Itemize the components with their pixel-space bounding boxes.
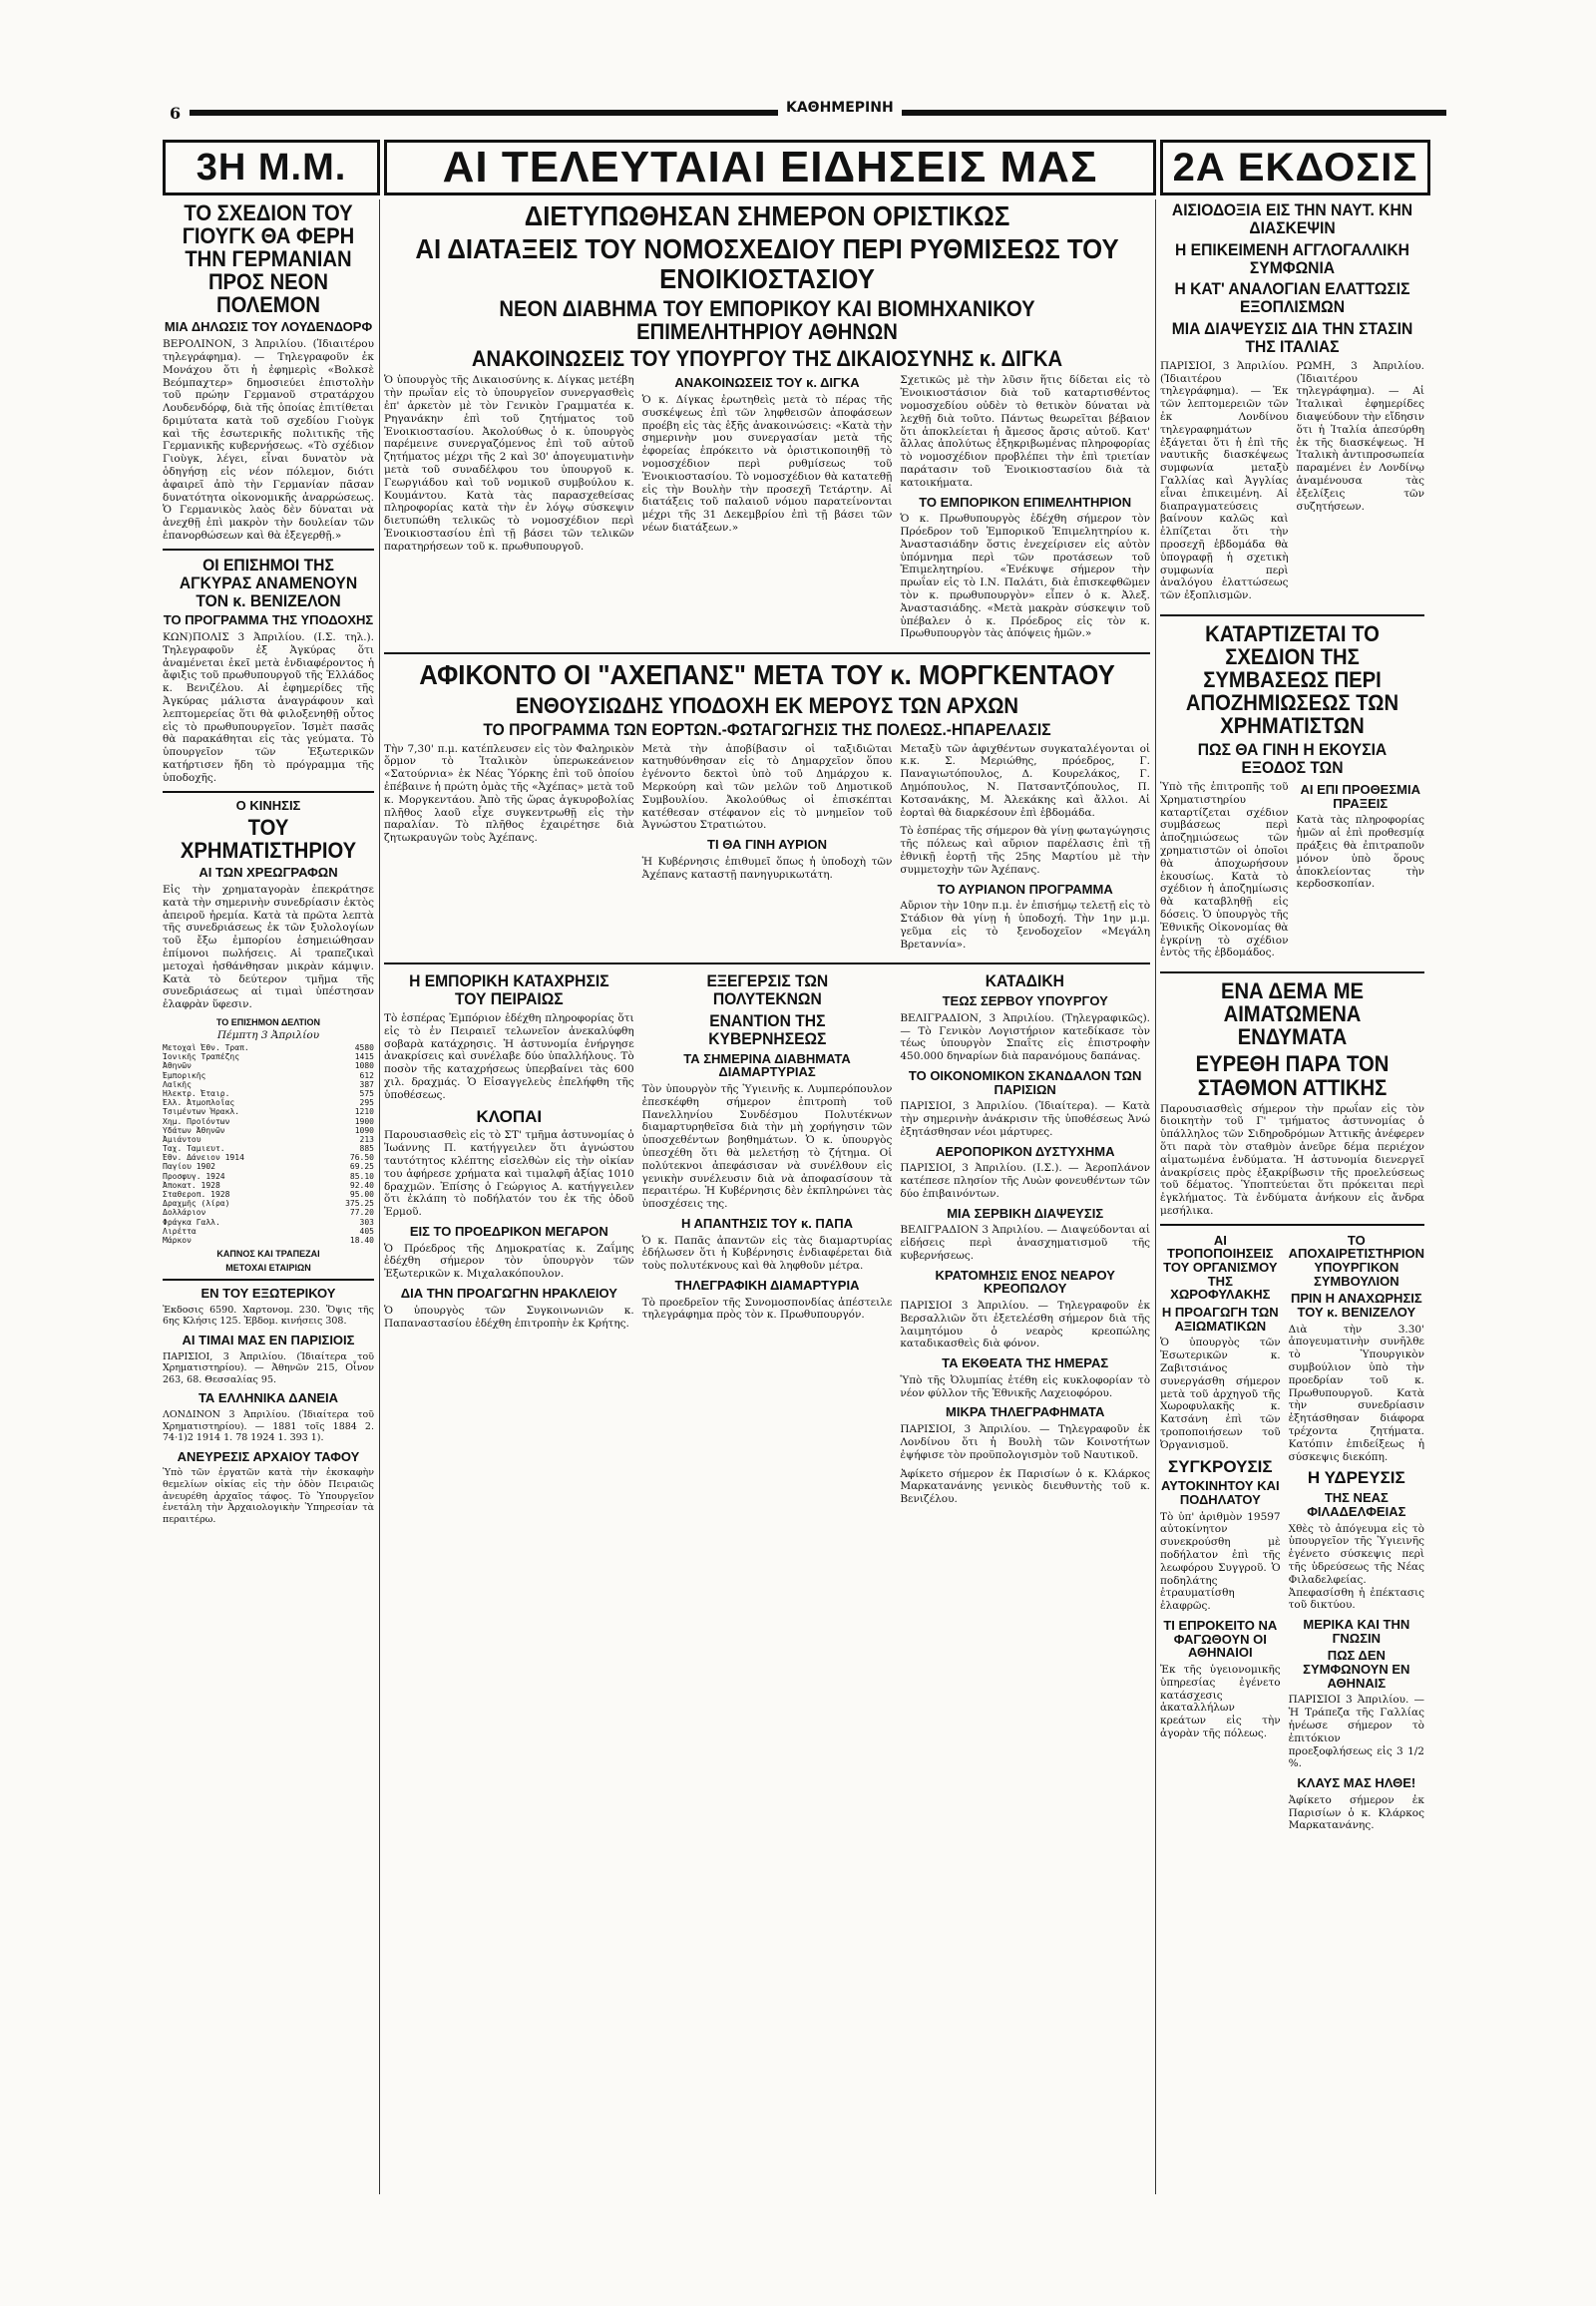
article-body: Τὸν ὑπουργὸν τῆς Ὑγιεινῆς κ. Λυμπερόπουλον ἐπεσκέφθη σήμερον ἐπιτροπὴ τοῦ Πανελληνίου Συνδέσμου Πολυτέκνων διαμαρτυρηθεῖσα διὰ τὴν μὴ χορήγησιν τῶν ὑποσχεθέντων βοηθημάτων. Ὁ κ. ὑπουργὸς ὑπεσχέθη ὅτι θὰ μελετήσῃ τὸ ζήτημα. Οἱ πολύτεκνοι ἀπεφάσισαν νὰ συνέλθουν εἰς γενικὴν συνέλευσιν διὰ νὰ ἀποφασίσουν τὰ περαιτέρω. Ἡ Κυβέρνησις δὲν ἐκπληρώνει τὰς ὑποσχέσεις της.	[641, 1083, 893, 1211]
stocks-subtitle: ΜΕΤΟΧΑΙ ΕΤΑΙΡΙΩΝ	[225, 1263, 311, 1274]
edition-header-right: 2Α ΕΚΔΟΣΙΣ	[1160, 140, 1430, 195]
article-subhead: ΑΙ ΤΩΝ ΧΡΕΩΓΡΑΦΩΝ	[199, 865, 338, 881]
stock-row	[163, 1199, 374, 1208]
article-body: ΠΑΡΙΣΙΟΙ, 3 Ἀπριλίου. (Ι.Σ.). — Ἀεροπλάνον κατέπεσε πλησίον τῆς Λυὼν φονευθέντων τῶν δύο ἐπιβαινόντων.	[900, 1162, 1150, 1200]
article-subhead: ΚΛΟΠΑΙ	[476, 1106, 543, 1126]
stock-name: Δραχμῆς (λίρα)	[163, 1199, 230, 1209]
stock-name: Χημ. Προϊόντων	[163, 1116, 230, 1126]
article-subhead: ΤΕΩΣ ΣΕΡΒΟΥ ΥΠΟΥΡΓΟΥ	[942, 993, 1108, 1009]
stock-row	[163, 1227, 374, 1236]
article-headline: ΜΙΑ ΔΙΑΨΕΥΣΙΣ ΔΙΑ ΤΗΝ ΣΤΑΣΙΝ ΤΗΣ ΙΤΑΛΙΑΣ	[1171, 319, 1413, 356]
article-body: ΠΑΡΙΣΙΟΙ 3 Ἀπριλίου. — Τηλεγραφοῦν ἐκ Βερσαλλιῶν ὅτι ἐξετελέσθη σήμερον διὰ τῆς λαιμητόμου ὁ νεαρὸς κρεοπώλης καταδικασθεὶς διὰ φόνον.	[900, 1300, 1150, 1350]
stock-price: 1210	[354, 1107, 374, 1117]
article-body: Διὰ τὴν 3.30' ἀπογευματινὴν συνῆλθε τὸ Ὑπουργικὸν συμβούλιον ὑπὸ τὴν προεδρίαν τοῦ κ. Πρωθυπουργοῦ. Κατὰ τὴν συνεδρίασιν ἐξητάσθησαν διάφορα τρέχοντα ζητήματα. Κατόπιν ἐπιδείξεως ἡ σύσκεψις διεκόπη.	[1288, 1323, 1424, 1463]
article-body: Αὔριον τὴν 10ην π.μ. ἐν ἐπισήμῳ τελετῇ εἰς τὸ Στάδιον θὰ γίνῃ ἡ ὑποδοχή. Τὴν 1ην μ.μ. γεῦμα εἰς τὸ ξενοδοχεῖον «Μεγάλη Βρεταννία».	[900, 900, 1150, 951]
stock-row	[163, 1052, 374, 1061]
article-subhead: ΠΡΙΝ Η ΑΝΑΧΩΡΗΣΙΣ ΤΟΥ κ. ΒΕΝΙΖΕΛΟΥ	[1290, 1291, 1422, 1321]
article-subhead: ΑΥΤΟΚΙΝΗΤΟΥ ΚΑΙ ΠΟΔΗΛΑΤΟΥ	[1161, 1478, 1280, 1507]
article-headline: ΤΙ ΕΠΡΟΚΕΙΤΟ ΝΑ ΦΑΓΩΘΟΥΝ ΟΙ ΑΘΗΝΑΙΟΙ	[1163, 1618, 1278, 1661]
stock-name: Ἑλλ. Ἀτμοπλοΐας	[163, 1098, 235, 1108]
article-body: ΒΕΛΙΓΡΑΔΙΟΝ, 3 Ἀπριλίου. (Τηλεγραφικῶς). — Τὸ Γενικὸν Λογιστήριον κατεδίκασε τὸν τέως ὑπουργὸν Σπαΐτς εἰς ἐπιστροφὴν 450.000 δηναρίων διὰ παρανόμους δαπάνας.	[900, 1011, 1150, 1063]
article-subhead: ΤΟ ΑΥΡΙΑΝΟΝ ΠΡΟΓΡΑΜΜΑ	[937, 881, 1113, 897]
article-body: Ὑπὸ τῆς Ὀλυμπίας ἐτέθη εἰς κυκλοφορίαν τὸ νέον φύλλον τῆς Ἐθνικῆς Λαχειοφόρου.	[900, 1373, 1150, 1399]
article-body: Μεταξὺ τῶν ἀφιχθέντων συγκαταλέγονται οἱ κ.κ. Σ. Μεριώθης, πρόεδρος, Γ. Παναγιωτόπουλος, Δ. Κουρελάκος, Γ. Δημόπουλος, Ν. Πατσαντζόπουλος, Π. Κοτσανάκης, Μ. Ἀλεκάκης καὶ ἄλλοι. Αἱ ἑορταὶ θὰ διαρκέσουν ἐπὶ ἑβδομάδα.	[900, 742, 1150, 819]
article-headline: Η ΕΠΙΚΕΙΜΕΝΗ ΑΓΓΛΟΓΑΛΛΙΚΗ ΣΥΜΦΩΝΙΑ	[1175, 239, 1409, 277]
stock-row	[163, 1218, 374, 1227]
stock-name: Ἀθηνῶν	[163, 1061, 192, 1071]
article-subhead: ΜΙΑ ΣΕΡΒΙΚΗ ΔΙΑΨΕΥΣΙΣ	[947, 1205, 1104, 1221]
article-subhead: ΔΙΑ ΤΗΝ ΠΡΟΑΓΩΓΗΝ ΗΡΑΚΛΕΙΟΥ	[400, 1286, 617, 1302]
article-subhead: ΤΑ ΕΚΘΕΑΤΑ ΤΗΣ ΗΜΕΡΑΣ	[942, 1355, 1109, 1371]
article-subhead: ΠΩΣ ΘΑ ΓΙΝΗ Η ΕΚΟΥΣΙΑ ΕΞΟΔΟΣ ΤΩΝ	[1197, 740, 1388, 778]
stock-row	[163, 1080, 374, 1089]
article-body: Τὸ ἑσπέρας Ἐμπόριον ἐδέχθη πληροφορίας ὅτι εἰς τὸ ἐν Πειραιεῖ τελωνεῖον ἀνεκαλύφθη σοβαρὰ κατάχρησις. Ἡ ἀστυνομία ἐνήργησε ἀνακρίσεις καὶ συνέλαβε δύο ὑπαλλήλους. Τὸ ποσὸν τῆς καταχρήσεως ὑπερβαίνει τὰς 600 χιλ. δραχμάς. Ὁ Εἰσαγγελεὺς ἐπελήφθη τῆς ὑποθέσεως.	[384, 1012, 634, 1101]
lead-article-columns	[384, 374, 1150, 646]
article-body: Ἀφίκετο σήμερον ἐκ Παρισίων ὁ κ. Κλάρκος Μαρκατανάνης γενικὸς διευθυντὴς τοῦ κ. Βενιζέλου.	[900, 1467, 1150, 1506]
stock-name: Σταθεροπ. 1928	[163, 1190, 230, 1200]
article-body: Ὁ κ. Πρωθυπουργὸς ἐδέχθη σήμερον τὸν Πρόεδρον τοῦ Ἐμπορικοῦ Ἐπιμελητηρίου κ. Ἀναστασιάδην ὅστις ἐνεχείρισεν εἰς αὐτὸν ὑπόμνημα περὶ τῶν προτάσεων τοῦ Ἐπιμελητηρίου. «Ἐνέκυψε σήμερον τὴν πρωΐαν εἰς τὸ Ι.Ν. Παλάτι, διὰ ἐπισκεφθῶμεν τὸν κ. πρωθυπουργὸν» εἶπεν ὁ κ. Ἀλεξ. Ἀναστασιάδης. «Μετὰ μακρὰν σύσκεψιν τοῦ ὑπέβαλεν ὁ κ. Πρόεδρος εἰς τὸν κ. Πρωθυπουργὸν τὰς ἀπόψεις ἡμῶν.»	[900, 513, 1150, 640]
article-body: Ὁ Πρόεδρος τῆς Δημοκρατίας κ. Ζαΐμης ἐδέχθη σήμερον τὸν ὑπουργὸν τῶν Ἐξωτερικῶν κ. Μιχαλακόπουλον.	[384, 1242, 634, 1281]
article-headline: ΚΛΑΥΣ ΜΑΣ ΗΛΘΕ!	[1297, 1775, 1416, 1791]
stocks-subtitle: ΚΑΠΝΟΣ ΚΑΙ ΤΡΑΠΕΖΑΙ	[216, 1249, 320, 1260]
lead-headline: ΑΙ ΔΙΑΤΑΞΕΙΣ ΤΟΥ ΝΟΜΟΣΧΕΔΙΟΥ ΠΕΡΙ ΡΥΘΜΙΣΕΩΣ ΤΟΥ ΕΝΟΙΚΙΟΣΤΑΣΙΟΥ	[415, 233, 1119, 294]
stock-name: Μετοχαὶ Ἐθν. Τραπ.	[163, 1043, 249, 1053]
article-headline: ΑΙΣΙΟΔΟΞΙΑ ΕΙΣ ΤΗΝ ΝΑΥΤ. ΚΗΝ ΔΙΑΣΚΕΨΙΝ	[1171, 200, 1413, 237]
stock-row	[163, 1153, 374, 1162]
article-body: Ἡ Κυβέρνησις ἐπιθυμεῖ ὅπως ἡ ὑποδοχὴ τῶν Ἀχέπανς καταστῇ πανηγυρικωτάτη.	[641, 855, 893, 881]
stock-row	[163, 1071, 374, 1080]
stock-name: Παγίου 1902	[163, 1162, 215, 1172]
article-headline: ΟΙ ΕΠΙΣΗΜΟΙ ΤΗΣ ΑΓΚΥΡΑΣ ΑΝΑΜΕΝΟΥΝ ΤΟΝ κ. ΒΕΝΙΖΕΛΟΝ	[179, 555, 358, 610]
stock-price: 375.25	[345, 1199, 374, 1209]
article-subhead: Η ΠΡΟΑΓΩΓΗ ΤΩΝ ΑΞΙΩΜΑΤΙΚΩΝ	[1161, 1305, 1279, 1334]
divider	[384, 652, 1150, 654]
article-kicker: Ο ΚΙΝΗΣΙΣ	[235, 797, 301, 813]
article-body: Μετὰ τὴν ἀποβίβασιν οἱ ταξιδιῶται κατηυθύνθησαν εἰς τὸ Δημαρχεῖον ὅπου ἐγένοντο δεκτοὶ ὑπὸ τοῦ Δημάρχου κ. Μερκούρη καὶ τῶν μελῶν τοῦ Δημοτικοῦ Συμβουλίου. Ἀκολούθως οἱ ἐπισκέπται κατέθεσαν στέφανον εἰς τὸ μνημεῖον τοῦ Ἀγνώστου Στρατιώτου.	[641, 742, 893, 832]
article-headline: ΤΟΥ ΧΡΗΜΑΤΙΣΤΗΡΙΟΥ	[180, 815, 357, 864]
article-body: ΠΑΡΙΣΙΟΙ, 3 Ἀπριλίου. — Τηλεγραφοῦν ἐκ Λονδίνου ὅτι ἡ Βουλὴ τῶν Κοινοτήτων ἐψήφισε τὸν προϋπολογισμὸν τοῦ Ναυτικοῦ.	[900, 1423, 1150, 1461]
article-subhead: ΤΟ ΠΡΟΓΡΑΜΜΑ ΤΗΣ ΥΠΟΔΟΧΗΣ	[163, 612, 374, 628]
stock-row	[163, 1181, 374, 1190]
stock-price: 1090	[354, 1125, 374, 1135]
masthead-label: ΚΑΘΗΜΕΡΙΝΗ	[778, 100, 902, 116]
article-body: Ἐκδοσις 6590. Χαρτονομ. 230. Ὅψις τῆς 6ης Κλήσις 125. Ἑβδομ. κινήσεις 308.	[163, 1304, 374, 1328]
stock-row	[163, 1043, 374, 1052]
stock-row	[163, 1089, 374, 1098]
article-headline: Η ΚΑΤ' ΑΝΑΛΟΓΙΑΝ ΕΛΑΤΤΩΣΙΣ ΕΞΟΠΛΙΣΜΩΝ	[1174, 279, 1410, 317]
article-subhead: Η ΑΠΑΝΤΗΣΙΣ ΤΟΥ κ. ΠΑΠΑ	[681, 1215, 853, 1231]
right-column	[1160, 199, 1424, 2194]
article-subhead: ΤΑ ΣΗΜΕΡΙΝΑ ΔΙΑΒΗΜΑΤΑ ΔΙΑΜΑΡΤΥΡΙΑΣ	[683, 1050, 851, 1080]
stock-price: 885	[359, 1144, 374, 1154]
stock-name: Ἐθν. Δάνειον 1914	[163, 1153, 244, 1163]
article-headline: ΕΝΑ ΔΕΜΑ ΜΕ ΑΙΜΑΤΩΜΕΝΑ ΕΝΔΥΜΑΤΑ	[1220, 978, 1365, 1050]
stock-price: 303	[359, 1217, 374, 1227]
article-body: Τὸ ἑσπέρας τῆς σήμερον θὰ γίνῃ φωταγώγησις τῆς πόλεως καὶ αὔριον παρέλασις ἐπὶ τῇ ἐθνικῇ ἑορτῇ τῆς 25ης Μαρτίου μὲ τὴν συμμετοχὴν τῶν Ἀχέπανς.	[900, 825, 1150, 876]
stock-name: Ἐμπορικῆς	[163, 1070, 206, 1080]
stock-name: Λαϊκῆς	[163, 1079, 192, 1089]
left-column	[163, 199, 374, 2194]
stock-row	[163, 1126, 374, 1135]
stock-price: 405	[359, 1226, 374, 1236]
stock-row	[163, 1236, 374, 1245]
article-body: Εἰς τὴν χρηματαγορὰν ἐπεκράτησε κατὰ τὴν σημερινὴν συνεδρίασιν ἐκτὸς ἀπειροῦ ἠρεμία. Κατὰ τὰ πρῶτα λεπτὰ τῆς συνεδριάσεως ἐκ τῶν ξυλολογίων τοῦ ἔξω ἐμπορίου ἐσημειώθησαν ἐπίμονοι πωλήσεις. Αἱ τραπεζικαὶ μετοχαὶ ἠσθάνθησαν μικρὰν κάμψιν. Κατὰ τὸ δεύτερον τμῆμα τῆς συνεδριάσεως αἱ τιμαὶ ὑπέστησαν ἐλαφρὰν ὕφεσιν.	[163, 884, 374, 1011]
article-body: Ὁ ὑπουργὸς τῶν Ἐσωτερικῶν κ. Ζαβιτσιάνος συνεργάσθη σήμερον μετὰ τοῦ ἀρχηγοῦ τῆς Χωροφυλακῆς κ. Κατσάνη ἐπὶ τῶν τροποποιήσεων τοῦ Ὀργανισμοῦ.	[1160, 1337, 1281, 1451]
article-subhead: ΑΝΑΚΟΙΝΩΣΕΙΣ ΤΟΥ κ. ΔΙΓΚΑ	[674, 375, 860, 391]
article-body: ΛΟΝΔΙΝΟΝ 3 Ἀπριλίου. (Ἰδιαίτερα τοῦ Χρηματιστηρίου). — 1881 τοῖς 1884 2. 74·1)2 1914 1. 78 1924 1. 393 1).	[163, 1408, 374, 1444]
article-subhead: ΤΗΛΕΓΡΑΦΙΚΗ ΔΙΑΜΑΡΤΥΡΙΑ	[674, 1278, 860, 1294]
edition-header-center: ΑΙ ΤΕΛΕΥΤΑΙΑΙ ΕΙΔΗΣΕΙΣ ΜΑΣ	[384, 140, 1156, 195]
article-headline: ΕΥΡΕΘΗ ΠΑΡΑ ΤΟΝ ΣΤΑΘΜΟΝ ΑΤΤΙΚΗΣ	[1195, 1051, 1390, 1100]
article-body: Τὴν 7,30' π.μ. κατέπλευσεν εἰς τὸν Φαληρικὸν ὅρμον τὸ Ἰταλικὸν ὑπερωκεάνειον «Σατούρνια» ἐκ Νέας Ὑόρκης ἐπὶ τοῦ ὁποίου ἐπέβαινε ἡ πρώτη ὁμὰς τῆς «Ἀχέπας» μετὰ τοῦ κ. Μοργκεντάου. Ἀπὸ τῆς ὥρας ἀγκυροβολίας πλῆθος λαοῦ εἶχε συγκεντρωθῇ εἰς τὴν παραλίαν. Τὸ πλῆθος ἐχαιρέτησε διὰ ζητωκραυγῶν τοὺς Ἀχέπανς.	[384, 742, 634, 845]
article-columns	[1160, 1232, 1424, 1838]
stock-price: 295	[359, 1098, 374, 1108]
divider	[1160, 971, 1424, 973]
article-headline: ΚΑΤΑΡΤΙΖΕΤΑΙ ΤΟ ΣΧΕΔΙΟΝ ΤΗΣ ΣΥΜΒΑΣΕΩΣ ΠΕΡΙ ΑΠΟΖΗΜΙΩΣΕΩΣ ΤΩΝ ΧΡΗΜΑΤΙΣΤΩΝ	[1185, 620, 1399, 739]
article-body: ΠΑΡΙΣΙΟΙ 3 Ἀπριλίου. — Ἡ Τράπεζα τῆς Γαλλίας ἠνέωσε σήμερον τὸ ἐπιτόκιον προεξοφλήσεως εἰς 3 1/2 %.	[1288, 1694, 1424, 1770]
article-columns	[384, 743, 1150, 958]
article-body: ΡΩΜΗ, 3 Ἀπριλίου. (Ἰδιαιτέρου τηλεγράφημα). — Αἱ Ἰταλικαὶ ἐφημερίδες διαψεύδουν τὴν εἴδησιν ὅτι ἡ Ἰταλία ἀπεσύρθη ἐκ τῆς διασκέψεως. Ἡ Ἰταλικὴ ἀντιπροσωπεία παραμένει ἐν Λονδίνῳ ἀναμένουσα τὰς ἐξελίξεις τῶν συζητήσεων.	[1296, 359, 1424, 513]
stock-price: 85.10	[349, 1171, 374, 1181]
stock-table	[163, 1043, 374, 1245]
article-subhead: ΤΗΣ ΝΕΑΣ ΦΙΛΑΔΕΛΦΕΙΑΣ	[1307, 1490, 1406, 1519]
article-body: ΠΑΡΙΣΙΟΙ, 3 Ἀπριλίου. (Ἰδιαίτερα). — Κατὰ τὴν σημερινὴν ἀνάκρισιν τῆς ὑποθέσεως Ἀνώ ἐξητάσθησαν νέοι μάρτυρες.	[900, 1100, 1150, 1138]
stock-name: Δολλάριον	[163, 1208, 206, 1218]
stocks-title: ΤΟ ΕΠΙΣΗΜΟΝ ΔΕΛΤΙΟΝ	[215, 1017, 321, 1028]
article-body: Ὑπὸ τῶν ἐργατῶν κατὰ τὴν ἐκσκαφὴν θεμελίων οἰκίας εἰς τὴν ὁδὸν Πειραιῶς ἀνευρέθη ἀρχαῖος τάφος. Τὸ Ὑπουργεῖον ἐνετάλη τὴν Ἀρχαιολογικὴν Ὑπηρεσίαν τὰ περαιτέρω.	[163, 1467, 374, 1525]
stock-row	[163, 1117, 374, 1126]
article-body: Ἀφίκετο σήμερον ἐκ Παρισίων ὁ κ. Κλάρκος Μαρκατανάνης.	[1288, 1793, 1424, 1832]
stock-name: Ἠλεκτρ. Ἑταιρ.	[163, 1088, 230, 1098]
article-headline: ΚΡΑΤΟΜΗΣΙΣ ΕΝΟΣ ΝΕΑΡΟΥ ΚΡΕΟΠΩΛΟΥ	[935, 1267, 1115, 1297]
stock-price: 213	[359, 1134, 374, 1144]
article-body: Ὑπὸ τῆς ἐπιτροπῆς τοῦ Χρηματιστηρίου καταρτίζεται σχέδιον συμβάσεως περὶ ἀποζημιώσεως τῶν χρηματιστῶν οἱ ὁποῖοι θὰ ἀποχωρήσουν ἑκουσίως. Κατὰ τὸ σχέδιον ἡ ἀποζημίωσις θὰ καταβληθῇ εἰς δόσεις. Ὁ ὑπουργὸς τῆς Ἐθνικῆς Οἰκονομίας θὰ ἐγκρίνῃ τὸ σχέδιον ἐντὸς τῆς ἑβδομάδος.	[1160, 781, 1289, 960]
stock-name: Φράγκα Γαλλ.	[163, 1217, 220, 1227]
stock-price: 1080	[354, 1061, 374, 1071]
stock-name: Ἀποκατ. 1928	[163, 1180, 220, 1190]
stock-row	[163, 1061, 374, 1070]
divider	[1160, 1224, 1424, 1226]
article-headline: ΣΥΓΚΡΟΥΣΙΣ	[1168, 1456, 1273, 1476]
article-headline: ΕΝ ΤΟΥ ΕΞΩΤΕΡΙΚΟΥ	[200, 1286, 336, 1302]
article-body: ΒΕΡΟΛΙΝΟΝ, 3 Ἀπριλίου. (Ἰδιαιτέρου τηλεγράφημα). — Τηλεγραφοῦν ἐκ Μονάχου ὅτι ἡ ἐφημερὶς «Βολκσὲ Βεόμπαχτερ» δημοσιεύει ἐπιστολὴν τοῦ πρώην Γερμανοῦ στρατάρχου Λουδενδόρφ, διὰ τῆς ὁποίας ἐπιτίθεται δριμύτατα κατὰ τοῦ σχεδίου Γιοὺγκ καὶ τῆς ἐσωτερικῆς πολιτικῆς τῆς Γερμανικῆς κυβερνήσεως. «Τὸ σχέδιον Γιοὺγκ, λέγει, εἶναι δυνατὸν νὰ ὁδηγήσῃ εἰς νέον πόλεμον, διότι ἀφαιρεῖ ἀπὸ τὴν Γερμανίαν πᾶσαν δυνατότητα οἰκονομικῆς ἀναρρώσεως. Ὁ Γερμανικὸς λαὸς δὲν δύναται νὰ ἀνεχθῇ ἐπὶ μακρὸν τὴν δουλείαν τῶν ἐπανορθώσεων καὶ θὰ ἐξεγερθῇ.»	[163, 338, 374, 543]
article-headline: Η ΥΔΡΕΥΣΙΣ	[1307, 1468, 1405, 1488]
article-body: Τὸ προεδρεῖον τῆς Συνομοσπονδίας ἀπέστειλε τηλεγράφημα πρὸς τὸν κ. Πρωθυπουργόν.	[641, 1296, 893, 1322]
stock-name: Προσφυγ. 1924	[163, 1171, 225, 1181]
article-body: Ὁ ὑπουργὸς τῶν Συγκοινωνιῶν κ. Παπαναστασίου ἐδέχθη ἐπιτροπὴν ἐκ Κρήτης.	[384, 1304, 634, 1330]
article-subhead: ΜΙΑ ΔΗΛΩΣΙΣ ΤΟΥ ΛΟΥΔΕΝΔΟΡΦ	[164, 319, 373, 335]
stock-name: Ἰονικῆς Τραπέζης	[163, 1052, 240, 1062]
article-body: ΒΕΛΙΓΡΑΔΙΟΝ 3 Ἀπριλίου. — Διαψεύδονται αἱ εἰδήσεις περὶ ἀνασχηματισμοῦ τῆς κυβερνήσεως.	[900, 1224, 1150, 1262]
page-number: 6	[170, 104, 182, 123]
article-body: Τὸ ὑπ' ἀριθμὸν 19597 αὐτοκίνητον συνεκρούσθη μὲ ποδήλατον ἐπὶ τῆς λεωφόρου Συγγροῦ. Ὁ ποδηλάτης ἐτραυματίσθη ἐλαφρῶς.	[1160, 1510, 1281, 1613]
divider	[384, 962, 1150, 964]
stock-price: 76.50	[349, 1153, 374, 1163]
divider	[163, 1279, 374, 1281]
article-headline: ΤΟ ΑΠΟΧΑΙΡΕΤΙΣΤΗΡΙΟΝ ΥΠΟΥΡΓΙΚΟΝ ΣΥΜΒΟΥΛΙΟΝ	[1288, 1232, 1424, 1289]
stock-price: 575	[359, 1088, 374, 1098]
stock-price: 387	[359, 1079, 374, 1089]
stock-name: Ταχ. Ταμιευτ.	[163, 1144, 225, 1154]
article-headline: ΑΙ ΤΡΟΠΟΠΟΙΗΣΕΙΣ ΤΟΥ ΟΡΓΑΝΙΣΜΟΥ ΤΗΣ ΧΩΡΟΦΥΛΑΚΗΣ	[1163, 1232, 1278, 1303]
article-headline: Η ΕΜΠΟΡΙΚΗ ΚΑΤΑΧΡΗΣΙΣ ΤΟΥ ΠΕΙΡΑΙΩΣ	[409, 971, 609, 1009]
stock-name: Μάρκον	[163, 1235, 192, 1245]
article-subhead: ΑΙ ΕΠΙ ΠΡΟΘΕΣΜΙΑ ΠΡΑΞΕΙΣ	[1300, 782, 1420, 811]
article-subhead: ΤΟ ΟΙΚΟΝΟΜΙΚΟΝ ΣΚΑΝΔΑΛΟΝ ΤΩΝ ΠΑΡΙΣΙΩΝ	[908, 1068, 1142, 1097]
stock-row	[163, 1098, 374, 1107]
stock-row	[163, 1135, 374, 1144]
lower-articles	[384, 970, 1150, 1512]
stock-name: Ὑδάτων Ἀθηνῶν	[163, 1125, 225, 1135]
article-headline: ΤΟ ΣΧΕΔΙΟΝ ΤΟΥ ΓΙΟΥΓΚ ΘΑ ΦΕΡΗ ΤΗΝ ΓΕΡΜΑΝΙΑΝ ΠΡΟΣ ΝΕΟΝ ΠΟΛΕΜΟΝ	[182, 200, 355, 318]
stock-row	[163, 1172, 374, 1181]
stock-row	[163, 1144, 374, 1153]
article-body: Ὁ ὑπουργὸς τῆς Δικαιοσύνης κ. Δίγκας μετέβη τὴν πρωΐαν εἰς τὸ ὑπουργεῖον συνεργασθεὶς ἐπ' ἀρκετὸν μὲ τὸν Γενικὸν Γραμματέα κ. Ρηγανάκην ἐπὶ τοῦ ζητήματος τοῦ Ἐνοικιοστασίου. Ἀκολούθως ὁ κ. ὑπουργὸς παρέμεινε συνεργαζόμενος ἐπὶ τοῦ αὐτοῦ ζητήματος μέχρι τῆς 2 καὶ 30' ἀπογευματινὴν μετὰ τοῦ συναδέλφου του ὑπουργοῦ κ. Γεωργιάδου καὶ τοῦ νομικοῦ συμβούλου κ. Κουμάντου. Κατὰ τὰς παρασχεθείσας πληροφορίας κατὰ τὴν ἐν λόγῳ σύσκεψιν διετυπώθη τελικῶς τὸ νομοσχέδιον περὶ Ἐνοικιοστασίου ἐπὶ τῇ βάσει τῶν τελικῶν παρατηρήσεων τοῦ κ. πρωθυπουργοῦ.	[384, 374, 634, 553]
article-subhead: ΤΟ ΠΡΟΓΡΑΜΜΑ ΤΩΝ ΕΟΡΤΩΝ.-ΦΩΤΑΓΩΓΗΣΙΣ ΤΗΣ ΠΟΛΕΩΣ.-ΗΠΑΡΕΛΑΣΙΣ	[483, 719, 1051, 739]
stock-price: 612	[359, 1070, 374, 1080]
article-columns	[1160, 360, 1424, 608]
stock-price: 1900	[354, 1116, 374, 1126]
center-column	[384, 199, 1150, 2194]
stock-row	[163, 1190, 374, 1199]
article-headline: ΑΙ ΤΙΜΑΙ ΜΑΣ ΕΝ ΠΑΡΙΣΙΟΙΣ	[182, 1332, 355, 1347]
article-body: Ἐκ τῆς ὑγειονομικῆς ὑπηρεσίας ἐγένετο κατάσχεσις ἀκαταλλήλων κρεάτων εἰς τὴν ἀγορὰν τῆς πόλεως.	[1160, 1663, 1281, 1739]
article-subhead: ΠΩΣ ΔΕΝ ΣΥΜΦΩΝΟΥΝ ΕΝ ΑΘΗΝΑΙΣ	[1303, 1648, 1410, 1691]
divider	[163, 549, 374, 551]
article-body: Παρουσιασθεὶς σήμερον τὴν πρωΐαν εἰς τὸν διοικητὴν τοῦ Γ' τμήματος ἀστυνομίας ὁ ὑπάλληλος τῶν Σιδηροδρόμων Ἀττικῆς ἀνέφερεν ὅτι παρὰ τὸν σταθμὸν ἀνεῦρε δέμα περιέχον αἱματωμένα ἐνδύματα. Ἡ ἀστυνομία διενεργεῖ ἀνακρίσεις πρὸς ἐξακρίβωσιν τῆς προελεύσεως τοῦ δέματος. Ὑποπτεύεται ὅτι πρόκειται περὶ ἐγκλήματος. Τὰ ἐνδύματα ἀνήκουν εἰς ἄνδρα μεσήλικα.	[1160, 1102, 1424, 1218]
stock-row	[163, 1208, 374, 1217]
stock-price: 69.25	[349, 1162, 374, 1172]
stock-price: 4580	[354, 1043, 374, 1053]
article-subhead: ΤΙ ΘΑ ΓΙΝΗ ΑΥΡΙΟΝ	[707, 837, 827, 853]
article-body: Κατὰ τὰς πληροφορίας ἡμῶν αἱ ἐπὶ προθεσμίᾳ πράξεις θὰ ἐπιτραποῦν μόνον ὑπὸ ὅρους ἀποκλείοντας τὴν κερδοσκοπίαν.	[1296, 814, 1424, 891]
divider	[1160, 614, 1424, 616]
stocks-date: Πέμπτη 3 Ἀπριλίου	[216, 1029, 320, 1042]
stock-price: 18.40	[349, 1235, 374, 1245]
column-rule	[379, 199, 380, 2194]
article-body: ΠΑΡΙΣΙΟΙ, 3 Ἀπριλίου. (Ἰδιαιτέρου τηλεγράφημα). — Ἐκ τῶν λεπτομερειῶν τῶν ἐκ Λονδίνου τηλεγραφημάτων ἐξάγεται ὅτι ἡ ἐπὶ τῆς ναυτικῆς διασκέψεως συμφωνία μεταξὺ Γαλλίας καὶ Ἀγγλίας εἶναι ἐπικειμένη. Αἱ διαπραγματεύσεις βαίνουν καλῶς καὶ ἐλπίζεται ὅτι τὴν προσεχῆ ἑβδομάδα θὰ ὑπογραφῇ ἡ σχετικὴ συμφωνία περὶ ἀναλόγου ἐλαττώσεως τῶν ἐξοπλισμῶν.	[1160, 359, 1289, 602]
stock-row	[163, 1107, 374, 1116]
article-subhead: ΕΙΣ ΤΟ ΠΡΟΕΔΡΙΚΟΝ ΜΕΓΑΡΟΝ	[409, 1224, 608, 1240]
lead-headline: ΔΙΕΤΥΠΩΘΗΣΑΝ ΣΗΜΕΡΟΝ ΟΡΙΣΤΙΚΩΣ	[524, 200, 1010, 231]
stock-price: 1415	[354, 1052, 374, 1062]
article-body: Σχετικῶς μὲ τὴν λῦσιν ἥτις δίδεται εἰς τὸ Ἐνοικιοστάσιον διὰ τοῦ καταρτισθέντος νομοσχεδίου οὐδὲν τὸ θετικὸν δύναται νὰ λεχθῇ διὰ τοῦτο. Πάντως θεωρεῖται βέβαιον ὅτι ἀποκλείεται ἡ ἄμεσος ἄρσις αὐτοῦ. Κατ' ἄλλας ἀπολύτως ἐξηκριβωμένας πληροφορίας τὸ νομοσχέδιον προβλέπει τὴν ἐπὶ τριετίαν παράτασιν τοῦ Ἐνοικιοστασίου διὰ τὰ κατοικήματα.	[900, 374, 1150, 489]
article-body: Ὁ κ. Παπᾶς ἀπαντῶν εἰς τὰς διαμαρτυρίας ἐδήλωσεν ὅτι ἡ Κυβέρνησις ἐνδιαφέρεται διὰ τοὺς πολυτέκνους καὶ θὰ ληφθοῦν μέτρα.	[641, 1234, 893, 1273]
stock-price: 95.00	[349, 1190, 374, 1200]
article-headline: ΜΕΡΙΚΑ ΚΑΙ ΤΗΝ ΓΝΩΣΙΝ	[1303, 1617, 1410, 1646]
article-subhead: ΑΕΡΟΠΟΡΙΚΟΝ ΔΥΣΤΥΧΗΜΑ	[935, 1143, 1115, 1159]
column-rule	[1155, 199, 1156, 2194]
stock-name: Ἀμιάντου	[163, 1134, 201, 1144]
stock-row	[163, 1162, 374, 1171]
stock-name: Τσιμέντων Ἡρακλ.	[163, 1107, 240, 1117]
article-columns	[1160, 781, 1424, 965]
article-headline: ΚΑΤΑΔΙΚΗ	[986, 971, 1065, 991]
article-headline: ΑΦΙΚΟΝΤΟ ΟΙ "ΑΧΕΠΑΝΣ" ΜΕΤΑ ΤΟΥ κ. ΜΟΡΓΚΕΝΤΑΟΥ	[419, 659, 1115, 691]
article-headline: ΕΝΘΟΥΣΙΩΔΗΣ ΥΠΟΔΟΧΗ ΕΚ ΜΕΡΟΥΣ ΤΩΝ ΑΡΧΩΝ	[515, 692, 1019, 718]
article-body: ΚΩΝ)ΠΟΛΙΣ 3 Ἀπριλίου. (Ι.Σ. τηλ.). Τηλεγραφοῦν ἐξ Ἀγκύρας ὅτι ἀναμένεται ἐκεῖ μετὰ ἐνδιαφέροντος ἡ ἄφιξις τοῦ πρωθυπουργοῦ τῆς Ἑλλάδος κ. Βενιζέλου. Αἱ ἐφημερίδες τῆς Ἀγκύρας μάλιστα ἀναγράφουν καὶ λεπτομερείας ὅτι θὰ φιλοξενηθῇ οὗτος εἰς τὸ πρωθυπουργεῖον. Ἰσμὲτ πασᾶς θὰ παρακάθηται εἰς τὰς γεύματα. Τὸ ὑπουργεῖον τῶν Ἐξωτερικῶν κατήρτισεν ἤδη τὸ πρόγραμμα τῆς ὑποδοχῆς.	[163, 631, 374, 784]
article-subhead: ΜΙΚΡΑ ΤΗΛΕΓΡΑΦΗΜΑΤΑ	[946, 1404, 1105, 1420]
article-headline: ΕΝΑΝΤΙΟΝ ΤΗΣ ΚΥΒΕΡΝΗΣΕΩΣ	[707, 1011, 827, 1048]
article-headline: ΑΝΕΥΡΕΣΙΣ ΑΡΧΑΙΟΥ ΤΑΦΟΥ	[177, 1448, 360, 1464]
article-body: Παρουσιασθεὶς εἰς τὸ ΣΤ' τμῆμα ἀστυνομίας ὁ Ἰωάννης Π. κατήγγειλεν ὅτι ἀγνώστου ταυτότητος κλέπτης εἰσελθὼν εἰς τὴν οἰκίαν του ἀφήρεσε χρήματα καὶ τιμαλφῆ ἀξίας 1010 δραχμῶν. Ἐπίσης ὁ Γεώργιος Α. κατήγγειλεν ὅτι ἐκλάπη τὸ ποδήλατόν του ἐκ τῆς ὁδοῦ Ἑρμοῦ.	[384, 1129, 634, 1219]
lead-headline: ΝΕΟΝ ΔΙΑΒΗΜΑ ΤΟΥ ΕΜΠΟΡΙΚΟΥ ΚΑΙ ΒΙΟΜΗΧΑΝΙΚΟΥ ΕΠΙΜΕΛΗΤΗΡΙΟΥ ΑΘΗΝΩΝ	[499, 296, 1035, 345]
article-body: ΠΑΡΙΣΙΟΙ, 3 Ἀπριλίου. (Ἰδιαίτερα τοῦ Χρηματιστηρίου). — Ἀθηνῶν 215, Οἶνον 263, 68. Θεσσαλίας 95.	[163, 1350, 374, 1385]
article-body: Ὁ κ. Δίγκας ἐρωτηθεὶς μετὰ τὸ πέρας τῆς συσκέψεως ἐπὶ τῶν ληφθεισῶν ἀποφάσεων προέβη εἰς τὰς ἑξῆς ἀνακοινώσεις: «Κατὰ τὴν σημερινὴν μου συνεργασίαν μετὰ τῆς ἐφορείας ἐπρόκειτο νὰ ὁριστικοποιηθῇ τὸ νομοσχέδιον περὶ ρυθμίσεως τοῦ Ἐνοικιοστασίου. Τὸ νομοσχέδιον θὰ κατατεθῇ εἰς τὴν Βουλὴν τὴν προσεχῆ Τετάρτην. Αἱ διατάξεις τοῦ παλαιοῦ νόμου παρατείνονται μέχρι τῆς 31 Δεκεμβρίου ἐπὶ τῇ βάσει τῶν νέων διατάξεων.»	[641, 394, 893, 535]
stock-name: Λιρέττα	[163, 1226, 197, 1236]
stock-price: 92.40	[349, 1180, 374, 1190]
article-headline: ΕΞΕΓΕΡΣΙΣ ΤΩΝ ΠΟΛΥΤΕΚΝΩΝ	[706, 971, 828, 1009]
stock-price: 77.20	[349, 1208, 374, 1218]
edition-header-left: 3Η Μ.Μ.	[163, 140, 380, 195]
article-headline: ΤΑ ΕΛΛΗΝΙΚΑ ΔΑΝΕΙΑ	[198, 1390, 339, 1406]
article-body: Χθὲς τὸ ἀπόγευμα εἰς τὸ ὑπουργεῖον τῆς Ὑγιεινῆς ἐγένετο σύσκεψις περὶ τῆς ὑδρεύσεως τῆς Νέας Φιλαδελφείας. Ἀπεφασίσθη ἡ ἐπέκτασις τοῦ δικτύου.	[1288, 1522, 1424, 1612]
lead-headline: ΑΝΑΚΟΙΝΩΣΕΙΣ ΤΟΥ ΥΠΟΥΡΓΟΥ ΤΗΣ ΔΙΚΑΙΟΣΥΝΗΣ κ. ΔΙΓΚΑ	[471, 346, 1063, 372]
divider	[163, 791, 374, 793]
article-subhead: ΤΟ ΕΜΠΟΡΙΚΟΝ ΕΠΙΜΕΛΗΤΗΡΙΟΝ	[919, 494, 1132, 510]
